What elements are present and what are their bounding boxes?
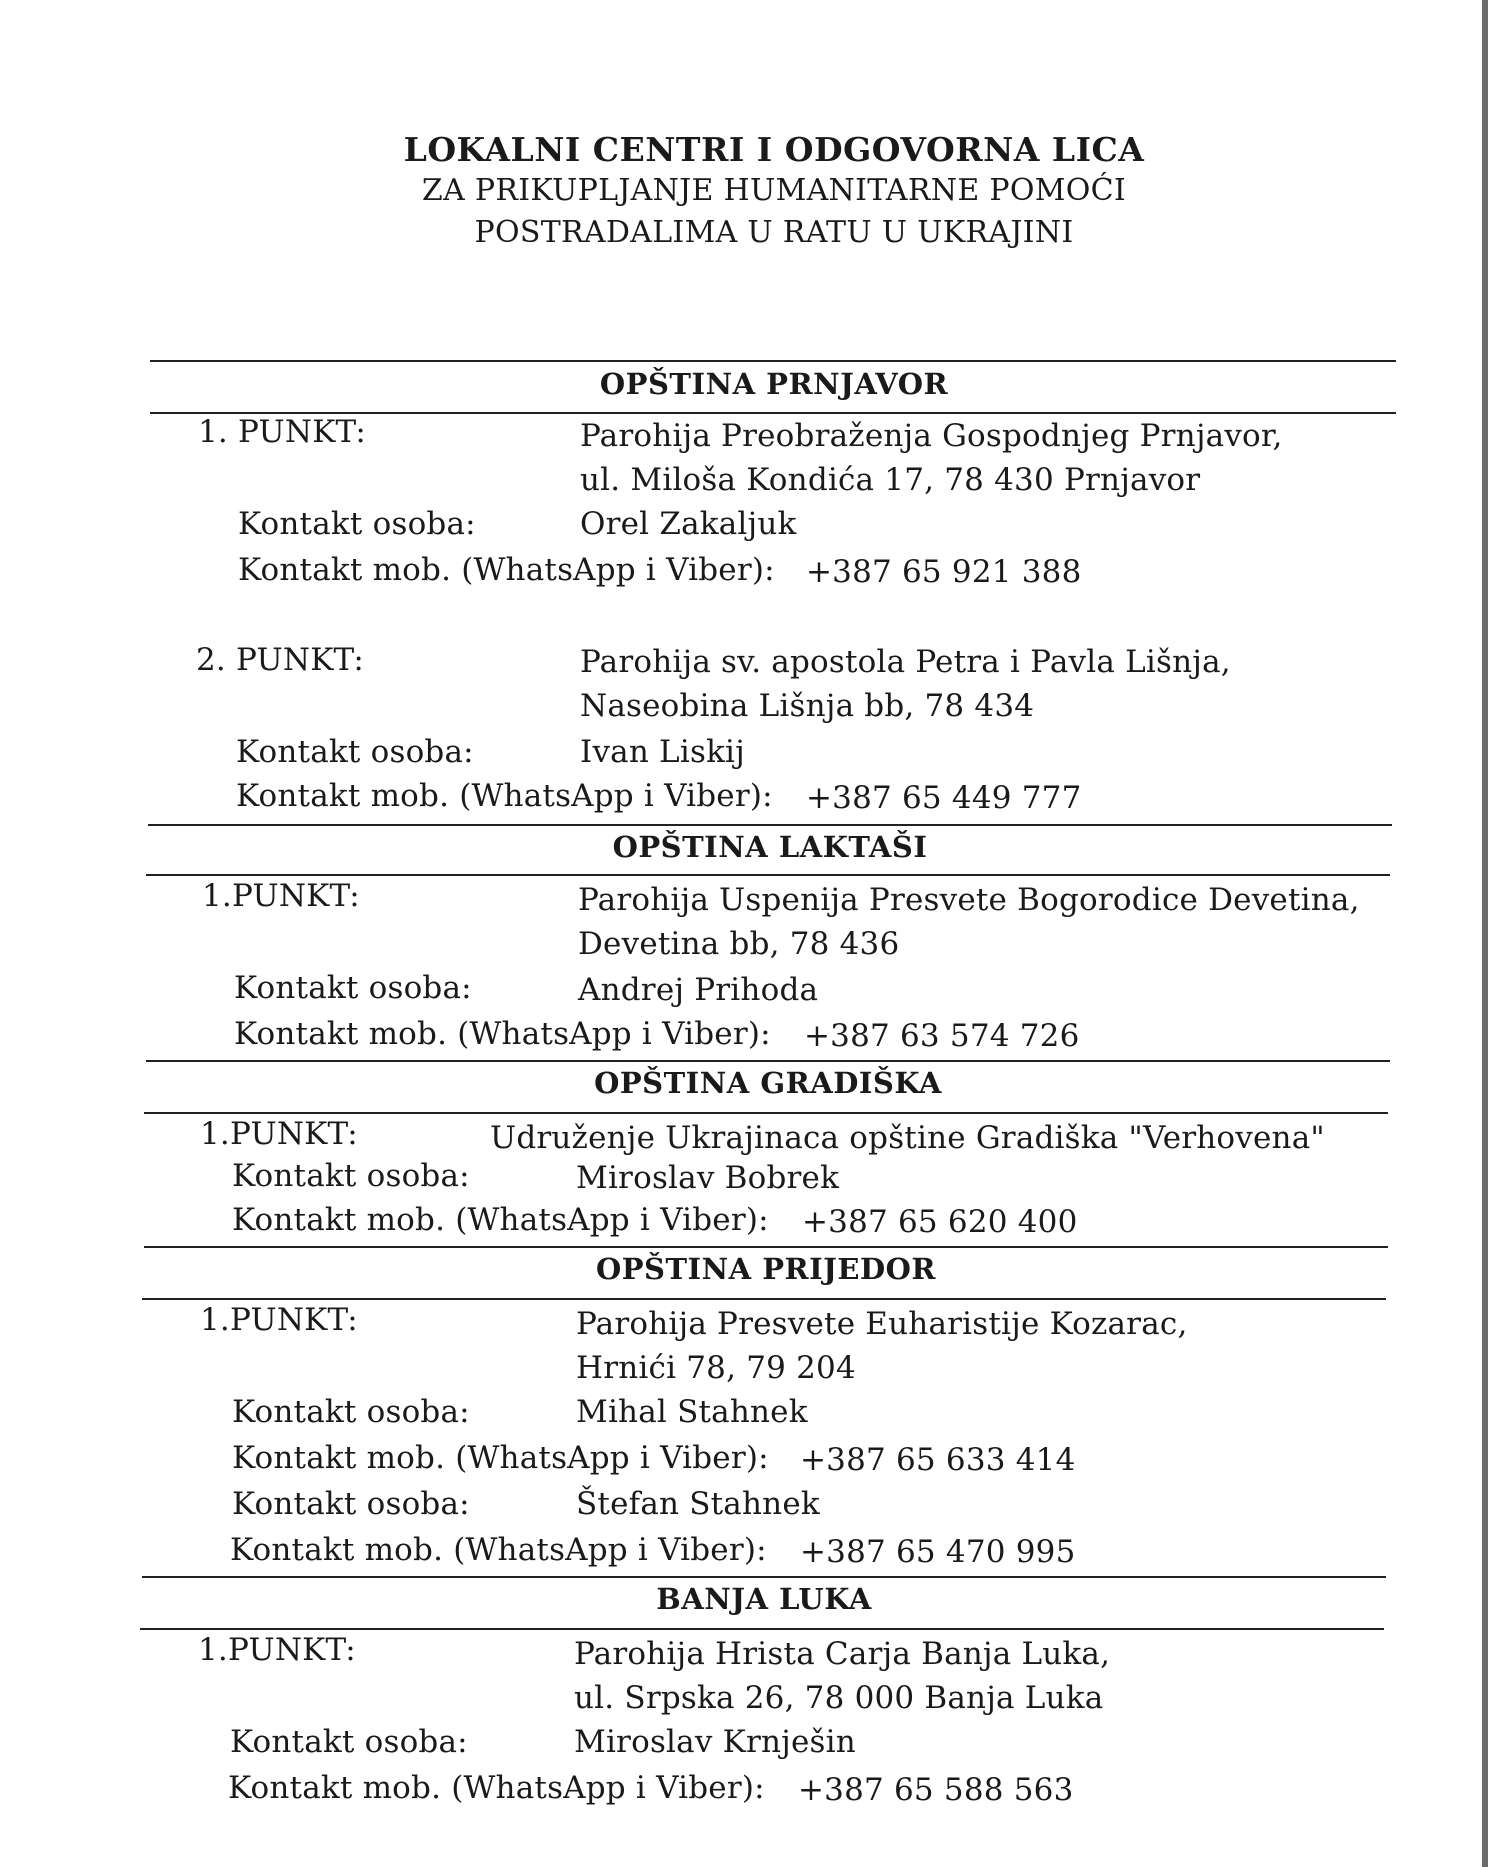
contact-phone-label: Kontakt mob. (WhatsApp i Viber): [236, 778, 773, 814]
point-label: 1.PUNKT: [200, 1302, 358, 1338]
section-title-prnjavor: OPŠTINA PRNJAVOR [599, 367, 949, 401]
point-label: 2. PUNKT: [196, 642, 364, 678]
section-rule-top [142, 1576, 1386, 1578]
contact-phone-number: +387 65 588 563 [798, 1772, 1074, 1808]
document-subtitle-line-1: ZA PRIKUPLJANJE HUMANITARNE POMOĆI [421, 173, 1127, 208]
point-address-line-2: Devetina bb, 78 436 [578, 926, 900, 962]
contact-phone-number: +387 65 470 995 [800, 1534, 1076, 1570]
contact-phone-number: +387 65 633 414 [800, 1442, 1076, 1478]
point-label: 1.PUNKT: [202, 878, 360, 914]
document-header [0, 130, 1488, 254]
point-address-line-1: Parohija Preobraženja Gospodnjeg Prnjavor, [580, 418, 1283, 454]
contact-person-name: Mihal Stahnek [576, 1394, 808, 1430]
point-address-line-1: Parohija sv. apostola Petra i Pavla Lišnja, [580, 644, 1231, 680]
section-rule-top [144, 1246, 1388, 1248]
contact-person-label: Kontakt osoba: [232, 1486, 470, 1522]
point-address-line-1: Parohija Hrista Carja Banja Luka, [574, 1636, 1111, 1672]
section-title-laktasi: OPŠTINA LAKTAŠI [612, 830, 928, 864]
section-rule-top [148, 824, 1392, 826]
contact-phone-label: Kontakt mob. (WhatsApp i Viber): [238, 552, 775, 588]
contact-person-name: Ivan Liskij [580, 734, 745, 770]
point-address-line-2: Hrnići 78, 79 204 [576, 1350, 856, 1386]
contact-person-name: Andrej Prihoda [578, 972, 819, 1008]
scan-edge [1482, 0, 1488, 1867]
point-address-line-1: Udruženje Ukrajinaca opštine Gradiška "Verhovena" [490, 1120, 1325, 1156]
contact-person-name: Miroslav Bobrek [576, 1160, 840, 1196]
contact-person-label: Kontakt osoba: [230, 1724, 468, 1760]
document-title: LOKALNI CENTRI I ODGOVORNA LICA [403, 130, 1145, 169]
contact-person-name: Štefan Stahnek [576, 1486, 820, 1522]
contact-phone-number: +387 65 620 400 [802, 1204, 1078, 1240]
point-address-line-1: Parohija Presvete Euharistije Kozarac, [576, 1306, 1188, 1342]
contact-phone-number: +387 65 449 777 [806, 780, 1082, 816]
point-address-line-1: Parohija Uspenija Presvete Bogorodice Devetina, [578, 882, 1360, 918]
contact-person-name: Orel Zakaljuk [580, 506, 797, 542]
contact-phone-label: Kontakt mob. (WhatsApp i Viber): [234, 1016, 771, 1052]
contact-person-name: Miroslav Krnješin [574, 1724, 856, 1760]
contact-person-label: Kontakt osoba: [236, 734, 474, 770]
contact-person-label: Kontakt osoba: [232, 1394, 470, 1430]
contact-phone-label: Kontakt mob. (WhatsApp i Viber): [230, 1532, 767, 1568]
point-label: 1.PUNKT: [198, 1632, 356, 1668]
contact-person-label: Kontakt osoba: [238, 506, 476, 542]
contact-phone-label: Kontakt mob. (WhatsApp i Viber): [232, 1440, 769, 1476]
section-rule-top [150, 360, 1396, 362]
contact-phone-number: +387 63 574 726 [804, 1018, 1080, 1054]
point-address-line-2: ul. Miloša Kondića 17, 78 430 Prnjavor [580, 462, 1201, 498]
point-label: 1. PUNKT: [198, 414, 366, 450]
point-address-line-2: Naseobina Lišnja bb, 78 434 [580, 688, 1035, 724]
contact-person-label: Kontakt osoba: [234, 970, 472, 1006]
contact-phone-label: Kontakt mob. (WhatsApp i Viber): [232, 1202, 769, 1238]
section-title-gradiska: OPŠTINA GRADIŠKA [594, 1066, 942, 1100]
point-label: 1.PUNKT: [200, 1116, 358, 1152]
section-title-prijedor: OPŠTINA PRIJEDOR [595, 1252, 937, 1286]
section-title-banja-luka: BANJA LUKA [656, 1582, 872, 1616]
document-subtitle-line-2: POSTRADALIMA U RATU U UKRAJINI [474, 215, 1074, 250]
contact-phone-number: +387 65 921 388 [806, 554, 1082, 590]
contact-person-label: Kontakt osoba: [232, 1158, 470, 1194]
contact-phone-label: Kontakt mob. (WhatsApp i Viber): [228, 1770, 765, 1806]
section-rule-top [146, 1060, 1390, 1062]
point-address-line-2: ul. Srpska 26, 78 000 Banja Luka [574, 1680, 1104, 1716]
